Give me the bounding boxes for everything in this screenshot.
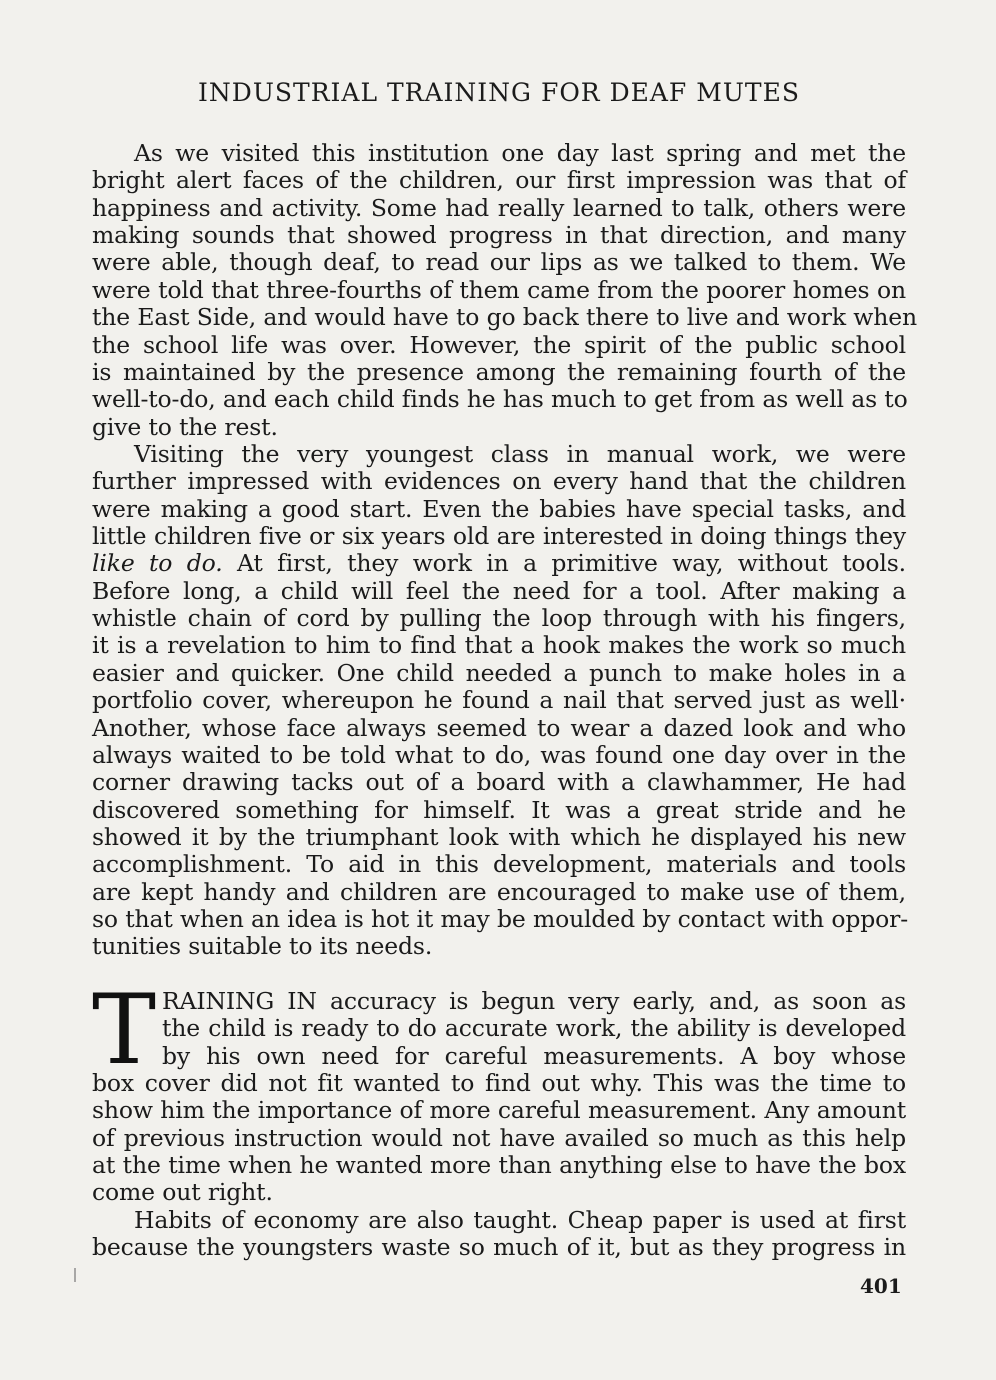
text-line: showed it by the triumphant look with which he displayed his new (92, 823, 906, 851)
text-line: well-to-do, and each child finds he has much to get from as well as to (92, 385, 908, 413)
italic-phrase: like to do. (92, 549, 223, 577)
text-line: the East Side, and would have to go back there to live and work when (92, 303, 917, 331)
text-line: corner drawing tacks out of a board with a clawhammer, He had (92, 768, 906, 796)
text-line: tunities suitable to its needs. (92, 932, 433, 960)
text-line: little children five or six years old are interested in doing things they (92, 522, 906, 550)
text-line: the child is ready to do accurate work, the ability is developed (162, 1014, 906, 1042)
print-speck (74, 1268, 76, 1282)
text-line: bright alert faces of the children, our first impression was that of (92, 166, 906, 194)
text-line: is maintained by the presence among the remaining fourth of the (92, 358, 906, 386)
text-line: were told that three-fourths of them came from the poorer homes on (92, 276, 906, 304)
text-line: box cover did not fit wanted to find out why. This was the time to (92, 1069, 906, 1097)
text-line: Habits of economy are also taught. Cheap paper is used at first (134, 1206, 906, 1234)
text-line-rest: At first, they work in a primitive way, without tools. (222, 549, 907, 577)
text-line: portfolio cover, whereupon he found a nail that served just as well· (92, 686, 906, 714)
text-line: because the youngsters waste so much of it, but as they progress in (92, 1233, 906, 1261)
page-number: 401 (860, 1274, 902, 1298)
text-line: show him the importance of more careful measurement. Any amount (92, 1096, 906, 1124)
text-line: are kept handy and children are encouraged to make use of them, (92, 878, 906, 906)
text-line: by his own need for careful measurements. A boy whose (162, 1042, 906, 1070)
text-line: happiness and activity. Some had really learned to talk, others were (92, 194, 906, 222)
text-line: were able, though deaf, to read our lips as we talked to them. We (92, 248, 906, 276)
drop-cap: T (92, 974, 157, 1086)
text-line: RAINING IN accuracy is begun very early, and, as soon as (162, 987, 906, 1015)
text-line: further impressed with evidences on every hand that the children (92, 467, 906, 495)
running-title: INDUSTRIAL TRAINING FOR DEAF MUTES (198, 78, 800, 107)
text-line: Another, whose face always seemed to wear a dazed look and who (92, 714, 906, 742)
text-line: discovered something for himself. It was a great stride and he (92, 796, 906, 824)
text-line: at the time when he wanted more than anything else to have the box (92, 1151, 906, 1179)
text-line: the school life was over. However, the spirit of the public school (92, 331, 906, 359)
text-line: so that when an idea is hot it may be moulded by contact with oppor- (92, 905, 908, 933)
text-line: easier and quicker. One child needed a punch to make holes in a (92, 659, 906, 687)
text-line: making sounds that showed progress in that direction, and many (92, 221, 906, 249)
text-line: Before long, a child will feel the need for a tool. After making a (92, 577, 906, 605)
text-line: accomplishment. To aid in this development, materials and tools (92, 850, 906, 878)
text-line: whistle chain of cord by pulling the loop through with his fingers, (92, 604, 906, 632)
text-line: of previous instruction would not have availed so much as this help (92, 1124, 906, 1152)
text-line: always waited to be told what to do, was found one day over in the (92, 741, 906, 769)
text-line: give to the rest. (92, 413, 278, 441)
text-line: it is a revelation to him to find that a hook makes the work so much (92, 631, 906, 659)
text-line (92, 549, 906, 577)
text-line: were making a good start. Even the babies have special tasks, and (92, 495, 906, 523)
text-line: As we visited this institution one day last spring and met the (134, 139, 906, 167)
text-line: come out right. (92, 1178, 273, 1206)
text-line: Visiting the very youngest class in manual work, we were (134, 440, 906, 468)
